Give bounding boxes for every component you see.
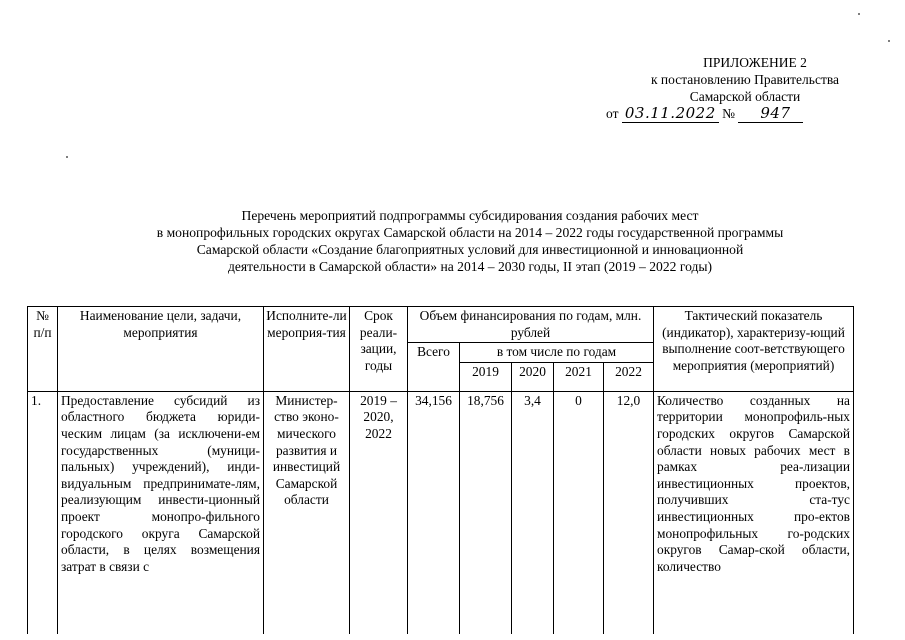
- header-incl-years: в том числе по годам: [460, 343, 654, 363]
- row-2020: 3,4: [512, 391, 554, 634]
- scan-speck: [888, 40, 890, 42]
- header-year-2020: 2020: [512, 362, 554, 391]
- header-year-2021: 2021: [554, 362, 604, 391]
- title-line-1: Перечень мероприятий подпрограммы субсидирования создания рабочих мест: [241, 208, 699, 223]
- title-line-2: в монопрофильных городских округах Самарской области на 2014 – 2022 годы государственной программы: [156, 225, 784, 240]
- header-year-2019: 2019: [460, 362, 512, 391]
- row-num: 1.: [28, 391, 58, 634]
- row-2021: 0: [554, 391, 604, 634]
- number-value: 947: [738, 104, 802, 123]
- header-indicator: Тактический показатель (индикатор), характеризу-ющий выполнение соот-ветствующего мероприятия (мероприятий): [654, 307, 854, 392]
- header-total: Всего: [408, 343, 460, 392]
- header-name: Наименование цели, задачи, мероприятия: [58, 307, 264, 392]
- appendix-date-line: [560, 105, 890, 122]
- date-prefix: от: [606, 106, 619, 121]
- row-2019: 18,756: [460, 391, 512, 634]
- row-measure-name: Предоставление субсидий из областного бюджета юриди-ческим лицам (за исключени-ем государственных (муници-пальных) учреждений), инди-видуальным предпринимате-лям, реализующим инвести-ционный проект монопро-фильного городского округа Самарской области, в целях возмещения затрат в связи с: [58, 391, 264, 634]
- row-term: 2019 – 2020, 2022: [350, 391, 408, 634]
- number-label: №: [722, 106, 736, 121]
- table-row: [28, 391, 854, 634]
- document-title: [90, 207, 850, 275]
- measures-table: [27, 306, 854, 634]
- header-term: Срок реали-зации, годы: [350, 307, 408, 392]
- appendix-line-region: Самарской области: [689, 89, 801, 104]
- header-executor: Исполните-ли мероприя-тия: [264, 307, 350, 392]
- row-executor: Министер-ство эконо-мического развития и инвестиций Самарской области: [264, 391, 350, 634]
- title-line-3: Самарской области «Создание благоприятных условий для инвестиционной и инновационной: [196, 242, 744, 257]
- appendix-title: ПРИЛОЖЕНИЕ 2: [703, 55, 807, 70]
- scan-speck: [66, 156, 68, 158]
- header-funding: Объем финансирования по годам, млн. рублей: [408, 307, 654, 343]
- date-value: 03.11.2022: [622, 104, 719, 123]
- row-2022: 12,0: [604, 391, 654, 634]
- header-num: № п/п: [28, 307, 58, 392]
- appendix-line-resolution: к постановлению Правительства: [650, 72, 840, 87]
- header-year-2022: 2022: [604, 362, 654, 391]
- appendix-block: [560, 54, 890, 122]
- row-indicator: Количество созданных на территории монопрофиль-ных городских округов Самарской области новых рабочих мест в рамках реа-лизации инвестиционных проектов, получивших ста-тус инвестиционных про-ектов монопрофильных го-родских округов Самар-ской области, количество: [654, 391, 854, 634]
- title-line-4: деятельности в Самарской области» на 2014 – 2030 годы, II этап (2019 – 2022 годы): [227, 259, 713, 274]
- row-total: 34,156: [408, 391, 460, 634]
- scan-speck: [858, 13, 860, 15]
